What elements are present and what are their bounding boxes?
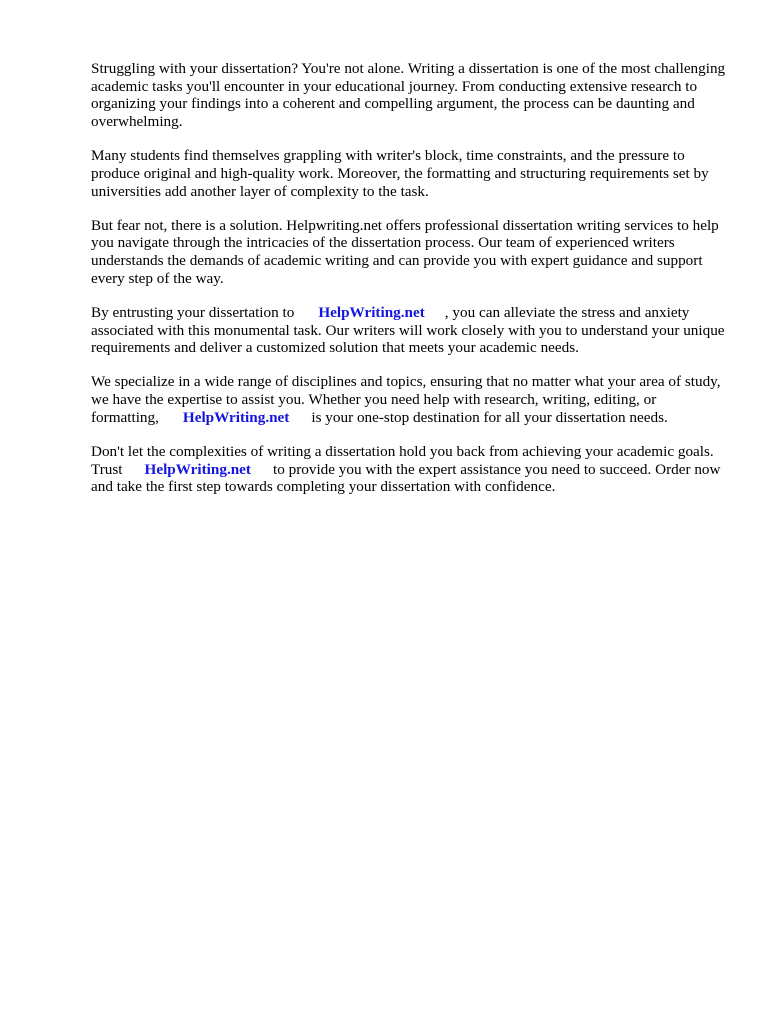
paragraph-text: We specialize in a wide range of disciplines and topics, ensuring that no matter what your area of study, we have the expertise to assist you. Whether you need help with research, writing, editing, or formatting, bbox=[91, 373, 721, 426]
paragraph-closing bbox=[91, 443, 726, 496]
helpwriting-link[interactable]: HelpWriting.net bbox=[144, 460, 251, 478]
paragraph-text: By entrusting your dissertation to bbox=[91, 303, 295, 321]
paragraph-specialize bbox=[91, 373, 726, 426]
paragraph-solution: But fear not, there is a solution. Helpwriting.net offers professional dissertation writing services to help you navigate through the intricacies of the dissertation process. Our team of experienced writers understands the demands of academic writing and can provide you with expert guidance and support every step of the way. bbox=[91, 216, 719, 287]
paragraph-intro: Struggling with your dissertation? You're not alone. Writing a dissertation is one of the most challenging academic tasks you'll encounter in your educational journey. From conducting extensive research to organizing your findings into a coherent and compelling argument, the process can be daunting and overwhelming. bbox=[91, 60, 726, 131]
helpwriting-link[interactable]: HelpWriting.net bbox=[182, 408, 290, 426]
paragraph-text: Don't let the complexities of writing a dissertation hold you back from achieving your academic goals. Trust bbox=[91, 442, 714, 478]
paragraph-text: , you can alleviate the stress and anxiety associated with this monumental task. Our writers will work closely with you to understand your unique requirements and deliver a customized solution that meets your academic needs. bbox=[91, 303, 725, 357]
document-body bbox=[91, 60, 726, 512]
paragraph-text: is your one-stop destination for all your dissertation needs. bbox=[311, 408, 668, 426]
paragraph-text: to provide you with the expert assistance you need to succeed. Order now and take the first step towards completing your dissertation with confidence. bbox=[91, 460, 721, 496]
paragraph-entrusting bbox=[91, 304, 726, 357]
helpwriting-link[interactable]: HelpWriting.net bbox=[318, 303, 425, 321]
paragraph-challenges: Many students find themselves grappling with writer's block, time constraints, and the pressure to produce original and high-quality work. Moreover, the formatting and structuring requirements set by universities add another layer of complexity to the task. bbox=[91, 147, 709, 200]
